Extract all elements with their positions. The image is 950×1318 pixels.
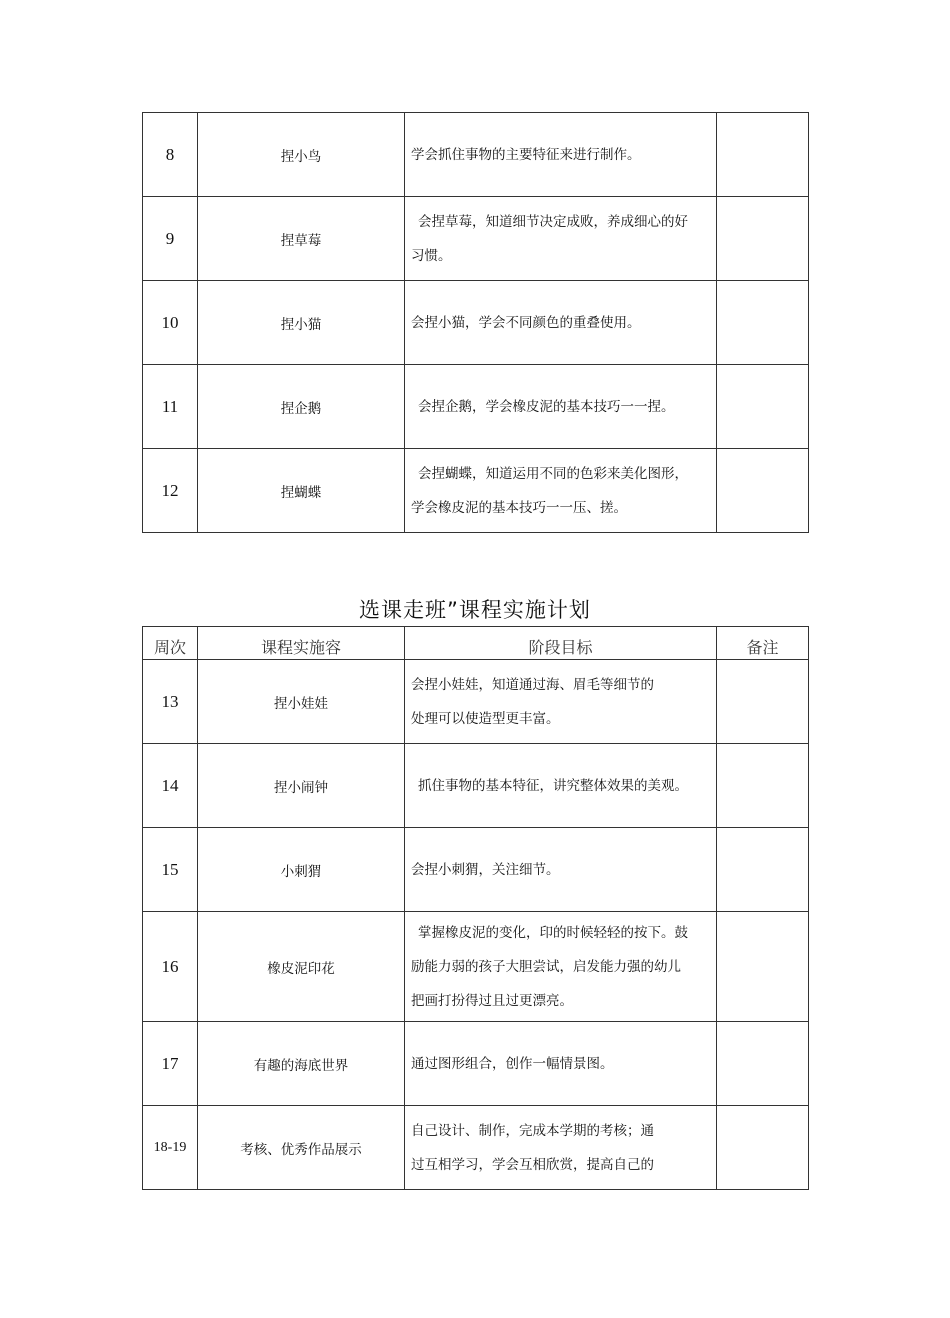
- goal-cell: [405, 449, 717, 533]
- goal-line: 习惯。: [411, 247, 452, 264]
- course-cell: 小刺猬: [198, 828, 405, 912]
- course-cell: 捏小闹钟: [198, 744, 405, 828]
- week-cell: 18-19: [143, 1106, 198, 1190]
- section-title: 选课走班”课程实施计划: [359, 598, 591, 622]
- table-row: [143, 1106, 809, 1190]
- week-cell: 12: [143, 449, 198, 533]
- table-row: [143, 281, 809, 365]
- note-cell: [717, 660, 809, 744]
- goal-cell: [405, 744, 717, 828]
- week-cell: 11: [143, 365, 198, 449]
- goal-line: 自己设计、制作，完成本学期的考核；通: [411, 1122, 654, 1139]
- week-cell: 17: [143, 1022, 198, 1106]
- goal-cell: [405, 828, 717, 912]
- goal-cell: [405, 197, 717, 281]
- table-row: [143, 197, 809, 281]
- week-cell: 13: [143, 660, 198, 744]
- week-cell: 16: [143, 912, 198, 1022]
- goal-line: 励能力弱的孩子大胆尝试，启发能力强的幼儿: [411, 958, 681, 975]
- note-cell: [717, 1022, 809, 1106]
- table-row: [143, 113, 809, 197]
- course-cell: 考核、优秀作品展示: [198, 1106, 405, 1190]
- note-cell: [717, 1106, 809, 1190]
- note-cell: [717, 744, 809, 828]
- table-row: [143, 828, 809, 912]
- goal-line: 会捏小娃娃，知道通过海、眉毛等细节的: [411, 676, 654, 693]
- goal-line: 会捏企鹅，学会橡皮泥的基本技巧一一捏。: [418, 398, 675, 415]
- note-cell: [717, 113, 809, 197]
- goal-line: 会捏草莓，知道细节决定成败，养成细心的好: [418, 213, 688, 230]
- week-cell: 15: [143, 828, 198, 912]
- goal-cell: [405, 912, 717, 1022]
- week-cell: 14: [143, 744, 198, 828]
- goal-line: 会捏蝴蝶，知道运用不同的色彩来美化图形，: [418, 465, 688, 482]
- note-cell: [717, 449, 809, 533]
- goal-line: 会捏小猫，学会不同颜色的重叠使用。: [411, 314, 641, 331]
- goal-line: 学会抓住事物的主要特征来进行制作。: [411, 146, 641, 163]
- goal-line: 过互相学习，学会互相欣赏，提高自己的: [411, 1156, 654, 1173]
- goal-cell: [405, 1022, 717, 1106]
- goal-cell: [405, 113, 717, 197]
- note-cell: [717, 912, 809, 1022]
- course-cell: 橡皮泥印花: [198, 912, 405, 1022]
- goal-cell: [405, 281, 717, 365]
- course-cell: 有趣的海底世界: [198, 1022, 405, 1106]
- goal-line: 把画打扮得过且过更漂亮。: [411, 992, 573, 1009]
- course-cell: 捏小猫: [198, 281, 405, 365]
- course-cell: 捏蝴蝶: [198, 449, 405, 533]
- goal-line: 学会橡皮泥的基本技巧一一压、搓。: [411, 499, 627, 516]
- note-cell: [717, 197, 809, 281]
- table-row: [143, 365, 809, 449]
- note-cell: [717, 828, 809, 912]
- course-cell: 捏小鸟: [198, 113, 405, 197]
- plan-table-part2: [142, 626, 809, 1190]
- goal-cell: [405, 365, 717, 449]
- header-note: 备注: [717, 627, 809, 660]
- goal-line: 掌握橡皮泥的变化，印的时候轻轻的按下。鼓: [418, 924, 688, 941]
- note-cell: [717, 281, 809, 365]
- course-cell: 捏小娃娃: [198, 660, 405, 744]
- course-cell: 捏草莓: [198, 197, 405, 281]
- table-row: [143, 912, 809, 1022]
- table-row: [143, 660, 809, 744]
- note-cell: [717, 365, 809, 449]
- table-header-row: [143, 627, 809, 660]
- table-row: [143, 744, 809, 828]
- week-cell: 9: [143, 197, 198, 281]
- week-cell: 8: [143, 113, 198, 197]
- week-cell: 10: [143, 281, 198, 365]
- course-cell: 捏企鹅: [198, 365, 405, 449]
- goal-line: 抓住事物的基本特征，讲究整体效果的美观。: [418, 777, 688, 794]
- plan-table-part1: [142, 112, 809, 533]
- goal-cell: [405, 660, 717, 744]
- header-week: 周次: [143, 627, 198, 660]
- header-goal: 阶段目标: [405, 627, 717, 660]
- goal-line: 处理可以使造型更丰富。: [411, 710, 560, 727]
- table-row: [143, 449, 809, 533]
- goal-line: 通过图形组合，创作一幅情景图。: [411, 1055, 614, 1072]
- header-course: 课程实施容: [198, 627, 405, 660]
- goal-line: 会捏小刺猬，关注细节。: [411, 861, 560, 878]
- table-row: [143, 1022, 809, 1106]
- goal-cell: [405, 1106, 717, 1190]
